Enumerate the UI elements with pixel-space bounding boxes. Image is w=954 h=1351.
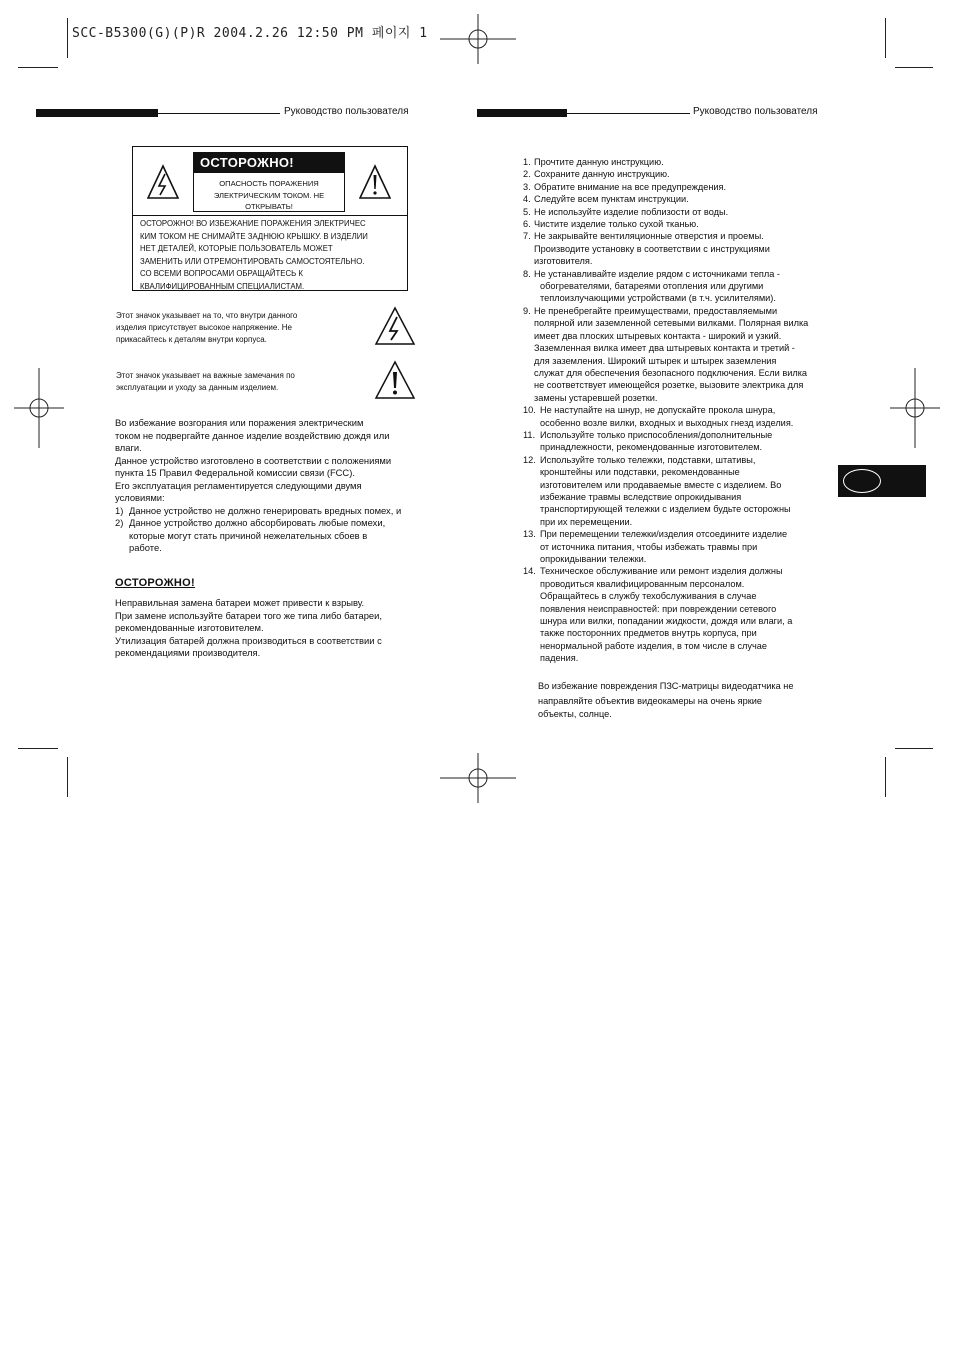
registration-mark-top-icon xyxy=(440,14,516,64)
exclamation-symbol-icon xyxy=(374,360,416,400)
warning-body: ОСТОРОЖНО! ВО ИЗБЕЖАНИЕ ПОРАЖЕНИЯ ЭЛЕКТРИЧЕС КИМ ТОКОМ НЕ СНИМАЙТЕ ЗАДНЮЮ КРЫШКУ. В ИЗДЕЛИИ НЕТ ДЕТАЛЕЙ, КОТОРЫЕ ПОЛЬЗОВАТЕЛЬ МОЖЕТ ЗАМЕНИТЬ ИЛИ ОТРЕМОНТИРОВАТЬ САМОСТОЯТЕЛЬНО. СО ВСЕМИ ВОПРОСАМИ ОБРАЩАЙТЕСЬ К КВАЛИФИЦИРОВАННЫМ СПЕЦИАЛИСТАМ. xyxy=(133,215,407,294)
list-item: 2) Данное устройство должно абсорбировать любые помехи, которые могут стать причиной нежелательных сбоев в работе. xyxy=(115,517,386,553)
list-item: 7. Не закрывайте вентиляционные отверстия и проемы. Производите установку в соответствии с инструкциями изготовителя. xyxy=(523,231,770,267)
fcc-notice: Во избежание возгорания или поражения электрическим током не подвергайте данное изделие воздействию дождя или влаги. Данное устройство изготовлено в соответствии с положениями пункта 15 Правил Федеральной комиссии связи (FCC). Его эксплуатация регламентируется следующими двумя условиями: 1) Данное устройство не должно генерировать вредных помех, и 2) Данное устройство должно абсорбировать любые помехи, которые могут стать причиной нежелательных сбоев в работе. xyxy=(115,417,435,555)
crop-mark xyxy=(895,67,933,68)
high-voltage-symbol-icon xyxy=(374,306,416,346)
list-item: 10. Не наступайте на шнур, не допускайте прокола шнура, особенно возле вилки, входных и выходных гнезд изделия. xyxy=(523,405,794,428)
warning-box xyxy=(132,146,408,291)
header-title-right: Руководство пользователя xyxy=(690,106,818,117)
crop-mark xyxy=(18,748,58,749)
list-item: 11. Используйте только приспособления/дополнительные принадлежности, рекомендованные изготовителем. xyxy=(523,429,773,453)
crop-mark xyxy=(895,748,933,749)
safety-instructions-list xyxy=(520,156,840,665)
header-title-left: Руководство пользователя xyxy=(281,106,409,117)
high-voltage-symbol-note: Этот значок указывает на то, что внутри данного изделия присутствует высокое напряжение. Не прикасайтесь к деталям внутри корпуса. xyxy=(116,311,298,344)
list-item: 4. Следуйте всем пунктам инструкции. xyxy=(523,194,689,205)
list-item: 6. Чистите изделие только сухой тканью. xyxy=(523,219,699,230)
caution-title: ОСТОРОЖНО! xyxy=(115,577,195,589)
language-tab xyxy=(838,465,926,497)
print-slug: SCC-B5300(G)(P)R 2004.2.26 12:50 PM 페이지 1 xyxy=(72,26,428,41)
list-item: 8. Не устанавливайте изделие рядом с источниками тепла - обогревателями, батареями отопления или другими теплоизлучающими устройствами (в т.ч. усилителями). xyxy=(523,268,780,304)
list-item: 13. При перемещении тележки/изделия отсоедините изделие от источника питания, чтобы избежать травмы при опрокидывании тележки. xyxy=(523,529,788,564)
list-item: 2. Сохраните данную инструкцию. xyxy=(523,169,670,180)
warning-subtitle: ОПАСНОСТЬ ПОРАЖЕНИЯ ЭЛЕКТРИЧЕСКИМ ТОКОМ. НЕ ОТКРЫВАТЬ! xyxy=(213,179,325,211)
registration-mark-left-icon xyxy=(14,368,64,448)
crop-mark xyxy=(67,18,68,58)
list-item: 9. Не пренебрегайте преимуществами, предоставляемыми полярной или заземленной сетевыми вилками. Полярная вилка имеет два плоских штыревых контакта - широкий и узкий. Заземленная вилка имеет два штыревых контакта и третий - для заземления. Широкий штырек и штырек заземления служат для обеспечения безопасного подключения. Если вилка не соответствует имеющейся розетке, вызовите электрика для замены устаревшей розетки. xyxy=(523,305,809,403)
battery-caution-text: Неправильная замена батареи может привести к взрыву. При замене используйте батареи того же типа либо батареи, рекомендованные изготовителем. Утилизация батарей должна производиться в соответствии с рекомендациями производителя. xyxy=(115,597,382,658)
high-voltage-icon xyxy=(147,164,179,200)
warning-title: ОСТОРОЖНО! xyxy=(194,153,344,173)
crop-mark xyxy=(67,757,68,797)
header-rule-left xyxy=(36,113,280,114)
list-item: 5. Не используйте изделие поблизости от воды. xyxy=(523,206,729,217)
crop-mark xyxy=(885,18,886,58)
registration-mark-right-icon xyxy=(890,368,940,448)
crop-mark xyxy=(18,67,58,68)
exclamation-icon xyxy=(359,164,391,200)
list-item: 3. Обратите внимание на все предупреждения. xyxy=(523,181,727,192)
list-item: 1) Данное устройство не должно генерировать вредных помех, и xyxy=(115,504,402,516)
warning-title-panel xyxy=(193,152,345,212)
list-item: 1. Прочтите данную инструкцию. xyxy=(523,157,664,167)
crop-mark xyxy=(885,757,886,797)
ccd-notice: Во избежание повреждения ПЗС-матрицы видеодатчика не направляйте объектив видеокамеры на очень яркие объекты, солнце. xyxy=(538,681,794,719)
header-rule-right xyxy=(477,113,690,114)
tab-oval-icon xyxy=(843,469,881,493)
list-item: 12. Используйте только тележки, подставки, штативы, кронштейны или подставки, рекомендованные изготовителем или продаваемые вместе с изделием. Во избежание травмы вследствие опрокидывания транспортирующей тележки с изделием будьте осторожны при их перемещении. xyxy=(523,454,791,527)
exclamation-symbol-note: Этот значок указывает на важные замечания по эксплуатации и уходу за данным изделием. xyxy=(116,371,295,392)
list-item: 14. Техническое обслуживание или ремонт изделия должны проводиться квалифицированным персоналом. Обращайтесь в службу техобслуживания в случае появления неисправностей: при повреждении сетевого шнура или вилки, попадании жидкости, дождя или влаги, а также посторонних предметов внутрь корпуса, при ненормальной работе изделия, в том числе в случае падения. xyxy=(523,566,793,664)
registration-mark-bottom-icon xyxy=(440,753,516,803)
